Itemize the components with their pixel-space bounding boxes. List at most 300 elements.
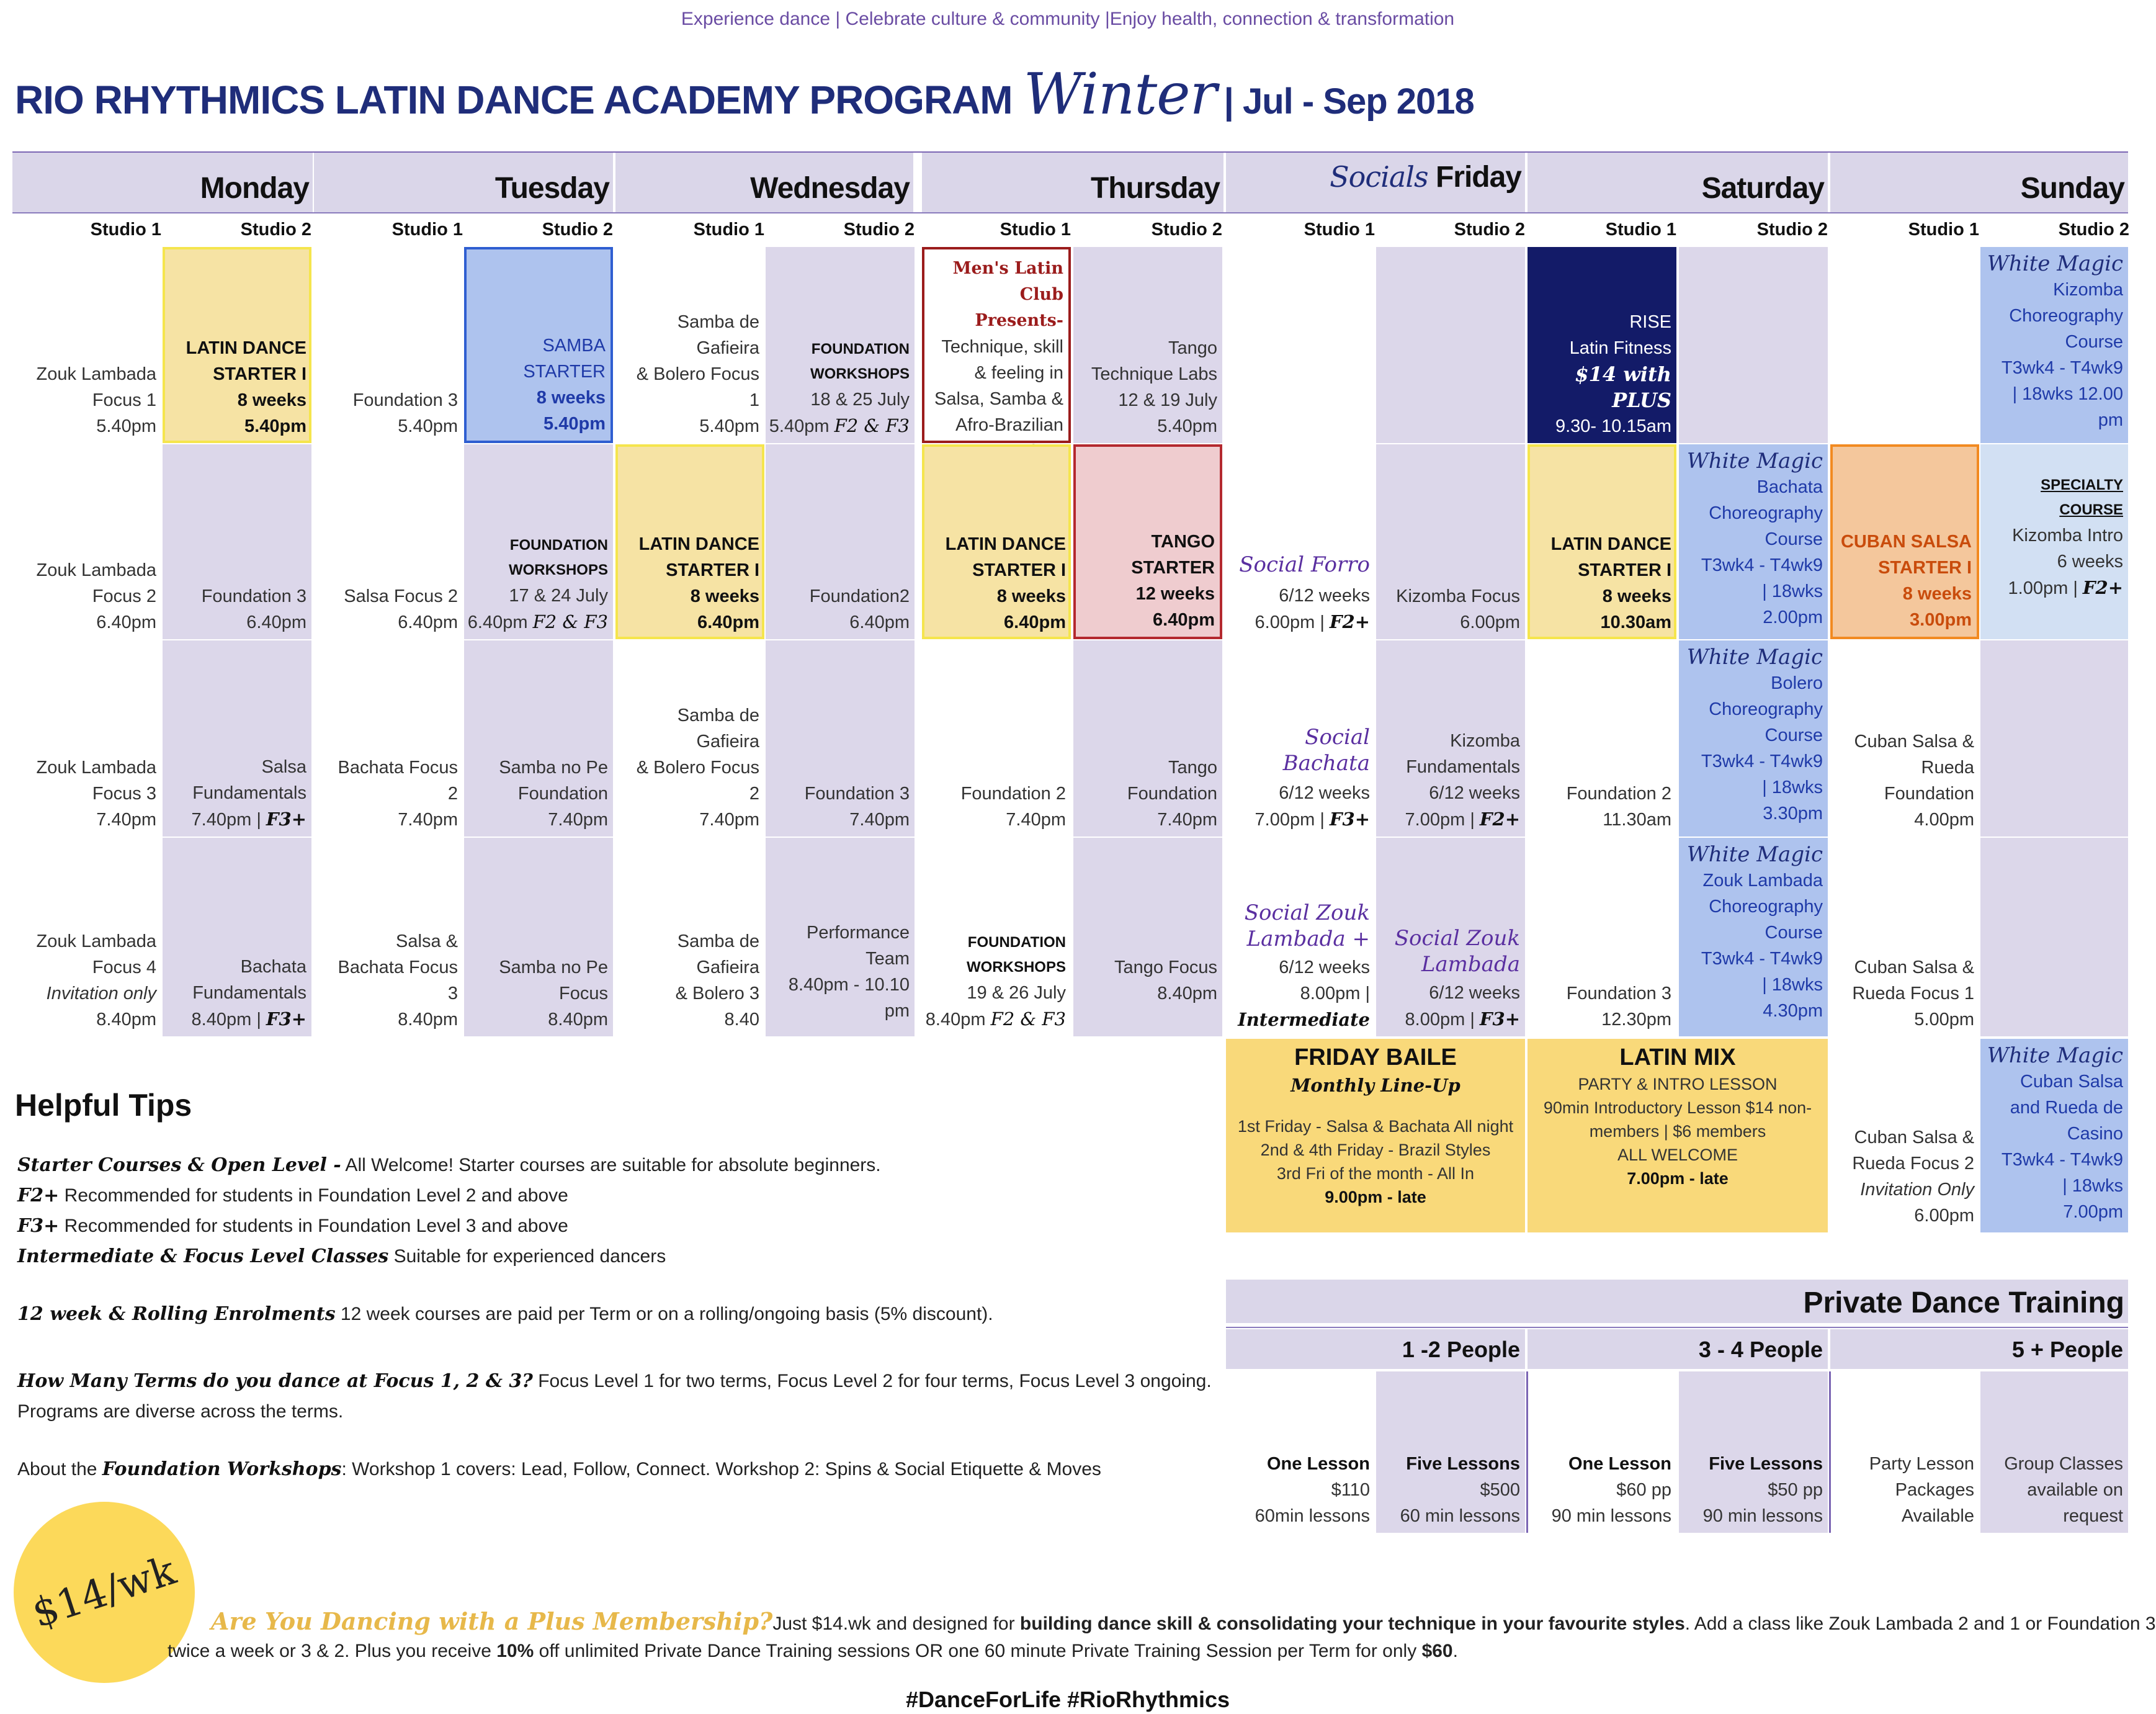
- class-cell[interactable]: [314, 247, 463, 443]
- class-time: 3.30pm: [1763, 804, 1823, 823]
- workshop-cell[interactable]: [464, 444, 613, 639]
- class-cell[interactable]: [1376, 444, 1525, 639]
- class-time: 6.40pm: [849, 612, 910, 632]
- day-wednesday: Wednesday: [750, 172, 910, 205]
- class-duration: | 18wks: [1762, 778, 1823, 797]
- class-time: 7.40pm: [96, 810, 156, 830]
- class-duration: | 18wks: [1762, 975, 1823, 995]
- class-name: RISE: [1629, 312, 1671, 332]
- class-level: Intermediate: [1238, 1009, 1370, 1030]
- pricing-option: Five Lessons: [1709, 1454, 1823, 1474]
- social-cell[interactable]: [1376, 838, 1525, 1036]
- class-cell[interactable]: [1528, 838, 1676, 1036]
- class-level: 1: [749, 390, 759, 410]
- plus-text: . Add a class like Zouk Lambada 2 and 1 or Foundation 3: [1684, 1613, 2156, 1634]
- class-level: STARTER I: [666, 560, 759, 580]
- event-title: FRIDAY BAILE: [1294, 1044, 1457, 1070]
- class-name: FOUNDATION: [967, 934, 1066, 951]
- tip-f2: [17, 1185, 568, 1206]
- class-duration: 8 weeks: [237, 390, 306, 410]
- class-term: T3wk4 - T4wk9: [2001, 358, 2123, 378]
- class-time: 8.40pm: [191, 1010, 252, 1030]
- class-name: Course: [1765, 725, 1823, 745]
- class-time: 11.30am: [1603, 810, 1671, 830]
- rise-fitness-cell[interactable]: [1528, 247, 1676, 443]
- studio-header: Studio 1: [1000, 220, 1071, 240]
- class-name: Performance: [806, 923, 910, 943]
- class-name: Cuban Salsa &: [1854, 732, 1974, 752]
- white-magic-cell[interactable]: [1679, 640, 1828, 837]
- course-brand: White Magic: [1987, 251, 2123, 276]
- tip-text: Focus Level 1 for two terms, Focus Level 2 for four terms, Focus Level 3 ongoing.: [532, 1371, 1212, 1391]
- class-name: Foundation 3: [804, 784, 910, 804]
- class-time: 8.00pm |: [1300, 984, 1370, 1003]
- subheader-rule: [12, 212, 2128, 213]
- page-title: [15, 61, 1474, 127]
- class-duration: 8 weeks: [1902, 584, 1972, 604]
- studio-header: Studio 2: [542, 220, 613, 240]
- social-cell[interactable]: [1226, 444, 1375, 639]
- white-magic-cell[interactable]: [1980, 247, 2128, 443]
- tip-text: Recommended for students in Foundation Level 3 and above: [59, 1216, 568, 1236]
- class-time: 7.00pm: [2063, 1202, 2123, 1222]
- social-title: Social Bachata: [1282, 725, 1370, 776]
- social-cell[interactable]: [1226, 640, 1375, 837]
- pricing-cell[interactable]: [1832, 1371, 1979, 1533]
- class-term: T3wk4 - T4wk9: [2001, 1150, 2123, 1170]
- class-name: Foundation2: [809, 586, 910, 606]
- class-time: 8.40pm: [398, 1010, 458, 1030]
- class-time-row: 6.00pm | F2+: [1255, 611, 1370, 632]
- class-cell[interactable]: [615, 640, 764, 837]
- tip-text: All Welcome! Starter courses are suitable for absolute beginners.: [341, 1155, 881, 1175]
- class-time: 8.40pm: [548, 1010, 608, 1030]
- class-dates: 17 & 24 July: [509, 586, 608, 606]
- class-level: STARTER I: [1578, 560, 1671, 580]
- class-time: 6.40pm: [1153, 610, 1215, 630]
- class-time: 8.40: [724, 1010, 759, 1030]
- class-level: F2 & F3: [990, 1008, 1066, 1030]
- plus-text: Just $14.wk and designed for: [772, 1613, 1020, 1634]
- tip-workshops: [17, 1458, 1101, 1480]
- tip-terms: [17, 1370, 1212, 1392]
- class-name: Foundation 2: [1566, 784, 1671, 804]
- pricing-cell[interactable]: [1226, 1371, 1375, 1533]
- class-name: & Bolero Focus: [636, 758, 759, 778]
- tip-terms-cont: Programs are diverse across the terms.: [17, 1401, 344, 1422]
- class-time: 10.30am: [1600, 612, 1671, 632]
- cuban-salsa-starter-cell[interactable]: [1830, 444, 1979, 639]
- class-name: Samba de: [677, 312, 759, 332]
- class-name: Team: [866, 949, 910, 969]
- class-name: Choreography: [1709, 897, 1823, 917]
- class-time: 7.40pm: [548, 810, 608, 830]
- class-time: 12.30pm: [1601, 1010, 1671, 1030]
- class-duration: 6/12 weeks: [1279, 586, 1370, 606]
- empty-cell: [1679, 247, 1828, 443]
- class-cell[interactable]: [615, 247, 764, 443]
- private-training-rule: [1226, 1327, 2128, 1328]
- class-duration: 6/12 weeks: [1429, 783, 1520, 803]
- class-name: WORKSHOPS: [508, 562, 608, 578]
- group-1-2-people: 1 -2 People: [1402, 1337, 1520, 1362]
- divider: [1829, 1371, 1831, 1533]
- class-time: 6.40pm: [398, 612, 458, 632]
- plus-membership-line1: [211, 1607, 2156, 1635]
- starter-course-cell[interactable]: [1528, 444, 1676, 639]
- class-time: 7.00pm: [1405, 810, 1465, 830]
- class-level: Focus 3: [92, 784, 156, 804]
- class-level: 3: [447, 984, 458, 1003]
- class-name: Course: [1765, 923, 1823, 943]
- latin-mix-cell[interactable]: [1528, 1039, 1828, 1232]
- class-level: F2 & F3: [532, 611, 608, 632]
- social-title: Lambada: [1421, 952, 1520, 977]
- pricing-option: One Lesson: [1267, 1454, 1370, 1474]
- class-cell[interactable]: [766, 444, 915, 639]
- event-time: 7.00pm - late: [1627, 1169, 1729, 1188]
- class-note: Invitation Only: [1860, 1180, 1974, 1200]
- class-time: 7.40pm: [398, 810, 458, 830]
- title-season: Winter: [1023, 61, 1217, 127]
- class-level: STARTER I: [972, 560, 1066, 580]
- class-time: 1.00pm: [2008, 578, 2069, 598]
- class-desc: & feeling in: [974, 363, 1063, 383]
- class-term: T3wk4 - T4wk9: [1701, 949, 1823, 969]
- class-cell[interactable]: [464, 838, 613, 1036]
- pricing-cell[interactable]: [1376, 1371, 1525, 1533]
- pricing-price: $60 pp: [1616, 1480, 1671, 1500]
- class-cell[interactable]: [1830, 640, 1979, 837]
- event-time: 9.00pm - late: [1325, 1188, 1426, 1206]
- pricing-option: Packages: [1895, 1480, 1974, 1500]
- class-cell[interactable]: [12, 838, 161, 1036]
- class-category: SPECIALTY COURSE: [2041, 476, 2123, 518]
- pricing-option: Five Lessons: [1406, 1454, 1520, 1474]
- tip-key: How Many Terms do you dance at Focus 1, 2 & 3?: [17, 1370, 533, 1392]
- class-name: Choreography: [1709, 699, 1823, 719]
- day-friday-label: Friday: [1435, 161, 1521, 194]
- class-level: F2+: [1329, 611, 1370, 632]
- mens-latin-club-cell[interactable]: [922, 247, 1071, 443]
- event-line: 90min Introductory Lesson $14 non-: [1543, 1098, 1812, 1117]
- class-cell[interactable]: [163, 838, 311, 1036]
- class-desc: Salsa, Samba &: [934, 389, 1063, 409]
- class-dates: 12 & 19 July: [1118, 390, 1217, 410]
- class-level: Focus 2: [92, 586, 156, 606]
- class-time: 4.30pm: [1763, 1001, 1823, 1021]
- class-level: STARTER I: [213, 364, 306, 384]
- class-time: 6.00pm: [1914, 1206, 1974, 1226]
- class-cell[interactable]: [615, 838, 764, 1036]
- class-time: 8.40pm: [1157, 984, 1217, 1003]
- class-desc: Technique, skill: [941, 337, 1063, 357]
- pricing-price: $500: [1480, 1480, 1520, 1500]
- course-brand: White Magic: [1686, 842, 1823, 867]
- class-cell[interactable]: [12, 247, 161, 443]
- white-magic-cell[interactable]: [1679, 838, 1828, 1036]
- class-name: LATIN DANCE: [1550, 534, 1671, 554]
- class-name: Course: [1765, 529, 1823, 549]
- pricing-duration: 60 min lessons: [1400, 1506, 1520, 1526]
- class-time: 7.00pm: [1255, 810, 1315, 830]
- class-name: CUBAN SALSA: [1840, 532, 1972, 552]
- class-cell[interactable]: [922, 640, 1071, 837]
- white-magic-cell[interactable]: [1679, 444, 1828, 639]
- class-name: Tango Focus: [1114, 958, 1217, 977]
- club-title: Men's Latin Club: [952, 259, 1063, 304]
- class-time: 5.40pm: [699, 416, 759, 436]
- class-time: 7.40pm: [1157, 810, 1217, 830]
- class-level: 2: [447, 784, 458, 804]
- class-duration: 8 weeks: [690, 586, 759, 606]
- class-cell[interactable]: [163, 444, 311, 639]
- empty-cell: [1980, 640, 2128, 837]
- class-name: Gafieira: [696, 958, 759, 977]
- class-duration: 12 weeks: [1135, 584, 1215, 604]
- class-name: Foundation: [1127, 784, 1217, 804]
- class-cell[interactable]: [766, 838, 915, 1036]
- class-cell[interactable]: [314, 444, 463, 639]
- samba-starter-cell[interactable]: [464, 247, 613, 443]
- class-name: WORKSHOPS: [966, 959, 1066, 976]
- pricing-duration: 90 min lessons: [1551, 1506, 1671, 1526]
- class-time-row: [769, 413, 910, 439]
- title-main: RIO RHYTHMICS LATIN DANCE ACADEMY PROGRAM: [15, 78, 1013, 122]
- class-time: 5.40pm: [96, 416, 156, 436]
- class-name: Gafieira: [696, 338, 759, 358]
- event-title: LATIN MIX: [1619, 1044, 1736, 1070]
- class-name: Foundation 3: [352, 390, 458, 410]
- class-level: Rueda Focus 2: [1852, 1154, 1974, 1173]
- class-name: Kizomba: [1450, 731, 1520, 751]
- class-name: Course: [2065, 332, 2123, 352]
- socials-label: Socials: [1330, 160, 1428, 194]
- class-cell[interactable]: [464, 640, 613, 837]
- class-name: Cuban Salsa &: [1854, 958, 1974, 977]
- studio-header: Studio 1: [693, 220, 764, 240]
- day-saturday: Saturday: [1701, 172, 1824, 205]
- private-training-title: Private Dance Training: [1803, 1286, 2124, 1319]
- class-level: F3+: [1329, 809, 1370, 830]
- class-duration: 8 weeks: [996, 586, 1066, 606]
- class-time: 5.40pm: [769, 416, 830, 436]
- class-note: Invitation only: [46, 984, 156, 1003]
- pricing-cell[interactable]: [1529, 1371, 1676, 1533]
- class-level: F3+: [1479, 1008, 1520, 1030]
- class-time: 6.40pm: [96, 612, 156, 632]
- pricing-option: Group Classes: [2004, 1454, 2123, 1474]
- plus-question: Are You Dancing with a Plus Membership?: [211, 1607, 773, 1635]
- class-name: Focus: [559, 984, 608, 1003]
- starter-course-cell[interactable]: [615, 444, 764, 639]
- pricing-cell[interactable]: [1679, 1371, 1828, 1533]
- class-time: 3.00pm: [1910, 610, 1972, 630]
- class-cell[interactable]: [1830, 1039, 1979, 1232]
- class-time: 4.00pm: [1914, 810, 1974, 830]
- pricing-option: available on: [2027, 1480, 2123, 1500]
- class-cell[interactable]: [1073, 640, 1222, 837]
- plus-highlight: building dance skill & consolidating your technique in your favourite styles: [1019, 1613, 1685, 1634]
- class-name: Bachata: [1756, 477, 1823, 497]
- event-line: ALL WELCOME: [1617, 1146, 1738, 1164]
- empty-cell: [1830, 247, 1979, 443]
- class-dates: 18 & 25 July: [810, 390, 910, 410]
- day-tuesday: Tuesday: [494, 172, 609, 205]
- tip-enrolments: [17, 1303, 993, 1325]
- class-name: FOUNDATION: [509, 537, 608, 554]
- tip-key: Foundation Workshops: [102, 1458, 342, 1480]
- plus-text: .: [1452, 1641, 1458, 1661]
- starter-course-cell[interactable]: [922, 444, 1071, 639]
- event-line: 2nd & 4th Friday - Brazil Styles: [1260, 1141, 1491, 1159]
- class-name: Zouk Lambada: [1702, 871, 1823, 891]
- class-cell[interactable]: [1073, 247, 1222, 443]
- pricing-option: Party Lesson: [1869, 1454, 1974, 1474]
- class-level: Rueda Focus 1: [1852, 984, 1974, 1003]
- class-cell[interactable]: [163, 640, 311, 837]
- class-cell[interactable]: [314, 640, 463, 837]
- class-name: Salsa &: [396, 931, 458, 951]
- class-duration: 8 weeks: [1602, 586, 1671, 606]
- class-duration: | 18wks: [2062, 1176, 2123, 1196]
- class-name: and Rueda de: [2010, 1098, 2123, 1118]
- class-name: Foundation 2: [960, 784, 1066, 804]
- class-time-row: 8.00pm | F3+: [1405, 1008, 1520, 1030]
- class-time: 9.30- 10.15am: [1555, 416, 1671, 436]
- class-time: 7.40pm: [699, 810, 759, 830]
- class-time-row: 1.00pm | F2+: [2008, 577, 2123, 598]
- class-level: & Bolero 3: [675, 984, 759, 1003]
- class-name: Tango: [1168, 758, 1217, 778]
- class-name: Foundation 3: [1566, 984, 1671, 1003]
- tip-text: About the: [17, 1459, 102, 1479]
- group-5-plus-people: 5 + People: [2011, 1337, 2123, 1362]
- studio-header: Studio 2: [843, 220, 915, 240]
- studio-header: Studio 1: [1304, 220, 1375, 240]
- pricing-option: request: [2063, 1506, 2123, 1526]
- class-time: 5.40pm: [543, 414, 606, 434]
- class-time-row: 7.00pm | F3+: [1255, 809, 1370, 830]
- class-name: Bachata: [240, 957, 306, 977]
- class-name: Samba de: [677, 931, 759, 951]
- friday-baile-cell[interactable]: [1226, 1039, 1525, 1232]
- class-name: Fundamentals: [192, 783, 306, 803]
- class-duration: 8 weeks: [536, 388, 606, 408]
- class-name: Zouk Lambada: [36, 364, 156, 384]
- social-title: Social Zouk: [1394, 926, 1520, 951]
- hashtags: #DanceForLife #RioRhythmics: [905, 1687, 1230, 1712]
- class-name: Samba de: [677, 706, 759, 725]
- class-dates: 19 & 26 July: [967, 983, 1066, 1003]
- studio-header: Studio 1: [391, 220, 463, 240]
- class-name: Bachata Focus: [338, 958, 458, 977]
- class-term: T3wk4 - T4wk9: [1701, 752, 1823, 771]
- class-name: Foundation: [1884, 784, 1974, 804]
- class-name: LATIN DANCE: [945, 534, 1066, 554]
- studio-header: Studio 2: [1454, 220, 1525, 240]
- class-time: 8.00pm: [1405, 1010, 1465, 1030]
- class-name: Fundamentals: [192, 983, 306, 1003]
- class-time-row: 8.40pm | F3+: [191, 1008, 306, 1030]
- social-cell[interactable]: [1226, 838, 1375, 1036]
- class-cell[interactable]: [1528, 640, 1676, 837]
- class-time: 5.40pm: [244, 416, 306, 436]
- class-time: 7.40pm: [1006, 810, 1066, 830]
- studio-header: Studio 2: [1151, 220, 1222, 240]
- event-subtitle: Monthly Line-Up: [1290, 1075, 1460, 1096]
- class-duration: | 18wks 12.00: [2012, 384, 2123, 404]
- class-name: Samba no Pe: [499, 758, 608, 778]
- workshop-cell[interactable]: [922, 838, 1071, 1036]
- day-thursday: Thursday: [1090, 172, 1220, 205]
- class-cell[interactable]: [12, 640, 161, 837]
- event-line: members | $6 members: [1589, 1122, 1766, 1141]
- studio-header: Studio 1: [1605, 220, 1676, 240]
- event-line: PARTY & INTRO LESSON: [1578, 1075, 1778, 1093]
- white-magic-cell[interactable]: [1980, 1039, 2128, 1232]
- class-name: Foundation: [517, 784, 608, 804]
- specialty-course-cell[interactable]: [1980, 444, 2128, 639]
- class-duration: 6/12 weeks: [1279, 958, 1370, 977]
- class-time: 6.40pm: [1004, 612, 1066, 632]
- class-name: Choreography: [2009, 306, 2123, 326]
- class-time: 5.40pm: [398, 416, 458, 436]
- class-cell[interactable]: [314, 838, 463, 1036]
- class-name: Latin Fitness: [1569, 338, 1671, 358]
- class-level: Focus 4: [92, 958, 156, 977]
- group-3-4-people: 3 - 4 People: [1698, 1337, 1823, 1362]
- tango-starter-cell[interactable]: [1073, 444, 1222, 639]
- course-brand: White Magic: [1686, 449, 1823, 473]
- studio-header: Studio 2: [1756, 220, 1828, 240]
- class-name: Choreography: [1709, 503, 1823, 523]
- class-name: Samba no Pe: [499, 958, 608, 977]
- event-line: 1st Friday - Salsa & Bachata All night: [1237, 1117, 1514, 1136]
- plus-text: twice a week or 3 & 2. Plus you receive: [168, 1641, 497, 1661]
- class-cell[interactable]: [1073, 838, 1222, 1036]
- empty-cell: [1980, 838, 2128, 1036]
- class-name: Cuban Salsa: [2020, 1072, 2123, 1092]
- title-dates: | Jul - Sep 2018: [1223, 81, 1474, 122]
- class-cell[interactable]: [1830, 838, 1979, 1036]
- pricing-cell[interactable]: [1980, 1371, 2128, 1533]
- class-duration: | 18wks: [1762, 581, 1823, 601]
- pricing-duration: 90 min lessons: [1702, 1506, 1823, 1526]
- class-name: WORKSHOPS: [810, 366, 910, 382]
- class-cell[interactable]: [12, 444, 161, 639]
- class-level: F2 & F3: [834, 415, 910, 436]
- starter-course-cell[interactable]: [163, 247, 311, 443]
- pricing-option: One Lesson: [1568, 1454, 1671, 1474]
- studio-header: Studio 1: [1908, 220, 1979, 240]
- workshop-cell[interactable]: [766, 247, 915, 443]
- class-time: pm: [884, 1001, 910, 1021]
- class-cell[interactable]: [1376, 640, 1525, 837]
- tip-text: Recommended for students in Foundation Level 2 and above: [59, 1185, 568, 1206]
- plus-membership-line2: [168, 1641, 1458, 1662]
- class-time: 8.40pm - 10.10: [788, 975, 910, 995]
- class-name: TANGO STARTER: [1131, 532, 1215, 578]
- class-name: Gafieira: [696, 732, 759, 752]
- social-title: Social Zouk: [1244, 900, 1370, 925]
- class-name: Tango: [1168, 338, 1217, 358]
- class-level: STARTER I: [1878, 558, 1972, 578]
- class-price: $14 with PLUS: [1575, 362, 1671, 412]
- class-cell[interactable]: [766, 640, 915, 837]
- day-friday: [1226, 160, 1521, 194]
- class-time-row: 7.00pm | F2+: [1405, 809, 1520, 830]
